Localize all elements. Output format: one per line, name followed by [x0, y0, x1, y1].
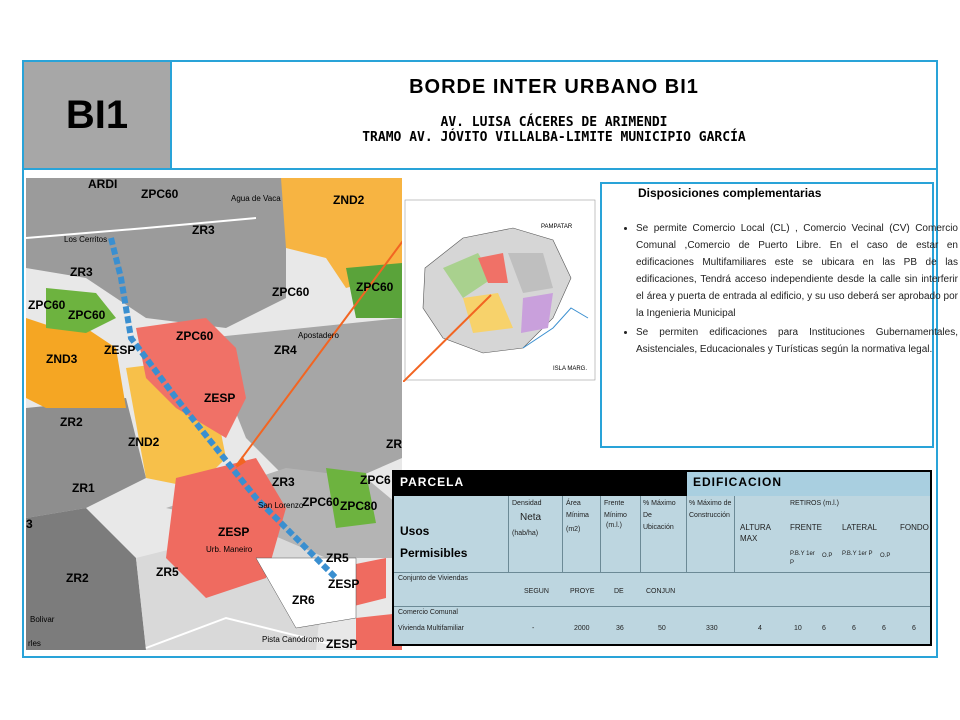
- label-zesp-e: ZESP: [326, 637, 358, 650]
- header-pct-construccion: % Máximo de Construcción: [689, 500, 732, 519]
- label-zr-edge: ZR: [386, 437, 402, 451]
- label-zesp-c: ZESP: [218, 525, 250, 539]
- cell-frente-op-value: 6: [822, 625, 826, 632]
- regulations-table: [392, 470, 932, 646]
- header-pct-ubicacion: % Máximo De Ubicación: [643, 500, 676, 531]
- label-znd3: ZND3: [46, 352, 78, 366]
- disposicion-item: • Se permiten edificaciones para Instituciones Gubernamentales, Asistenciales, Educacionales y Turísticas según la normativa legal.: [636, 324, 958, 358]
- header-frente: FRENTE: [790, 523, 822, 532]
- cell-altura-value: 4: [758, 625, 762, 632]
- label-pista-canodromo: Pista Canódromo: [262, 635, 324, 644]
- table-divider: [508, 496, 509, 572]
- header-densidad: Densidad: [512, 500, 542, 507]
- label-bolivar: Bolivar: [30, 615, 55, 624]
- label-zr5-a: ZR5: [326, 551, 349, 565]
- header-altura-max: ALTURA MAX: [740, 523, 771, 543]
- cell-lateral-pby-value: 6: [852, 625, 856, 632]
- label-zpc60-e: ZPC60: [68, 308, 106, 322]
- cell-fondo-value: 6: [912, 625, 916, 632]
- cell-area-value: 2000: [574, 625, 590, 632]
- cell-conjun: CONJUN: [646, 588, 676, 595]
- zone-code-box: [24, 62, 172, 168]
- inset-label-pampatar: PAMPATAR: [541, 224, 573, 230]
- disposicion-item: • Se permite Comercio Local (CL) , Comercio Vecinal (CV) Comercio Comunal ,Comercio de Puerto Libre. En el caso de estar en edificaciones Multifamiliares este se ubicara en las PB de las edificaciones, Tendrá acceso independiente desde la calle sin interferir el área y puerta de entrada al edificio, y su uso deberá ser aprobado por la Ingenieria Municipal: [636, 220, 958, 322]
- cell-segun: SEGUN: [524, 588, 549, 595]
- label-zr3-b: ZR3: [70, 265, 93, 279]
- header-usos-permisibles: Usos Permisibles: [400, 524, 468, 560]
- label-3: 3: [26, 517, 33, 531]
- label-zpc60-g: ZPC60: [302, 495, 340, 509]
- header-m2: (m2): [566, 526, 581, 533]
- label-zpc80: ZPC80: [340, 499, 378, 513]
- cell-de: DE: [614, 588, 624, 595]
- inset-label-isla: ISLA MARG.: [553, 366, 588, 372]
- label-zr1: ZR1: [72, 481, 95, 495]
- disposiciones-list: [610, 220, 958, 360]
- label-zr2-b: ZR2: [66, 571, 89, 585]
- disposiciones-title: Disposiciones complementarias: [638, 186, 822, 200]
- zone-code: BI1: [65, 92, 129, 137]
- table-row-divider: [394, 572, 930, 573]
- cell-proye: PROYE: [570, 588, 595, 595]
- header-neta: Neta: [520, 512, 542, 523]
- label-san-lorenzo: San Lorenzo: [258, 501, 304, 510]
- cell-densidad-value: -: [532, 625, 535, 632]
- label-zr5-b: ZR5: [156, 565, 179, 579]
- header-frente-minimo: Frente Mínimo: [604, 500, 627, 519]
- locator-inset-map: [403, 198, 597, 382]
- label-zr3-a: ZR3: [192, 223, 215, 237]
- page-title: BORDE INTER URBANO BI1: [409, 76, 699, 98]
- cell-ubicacion-value: 50: [658, 625, 666, 632]
- label-zesp-a: ZESP: [104, 343, 136, 357]
- row-conjunto-viviendas: Conjunto de Viviendas: [398, 575, 468, 582]
- label-agua-de-vaca: Agua de Vaca: [231, 194, 281, 203]
- header-ml: (m.l.): [606, 522, 622, 529]
- zoning-map: [26, 178, 402, 650]
- label-zr4: ZR4: [274, 343, 297, 357]
- label-apostadero: Apostadero: [298, 331, 339, 340]
- header-pby-lateral: P.B.Y 1er P: [842, 551, 873, 557]
- disposiciones-panel: [600, 182, 958, 448]
- header-op-frente: O.P: [822, 553, 833, 559]
- table-divider: [562, 496, 563, 572]
- label-znd2-b: ZND2: [128, 435, 160, 449]
- label-zr3-c: ZR3: [272, 475, 295, 489]
- label-urb-maneiro: Urb. Maneiro: [206, 545, 253, 554]
- header-area-minima: Área Mínima: [566, 500, 589, 519]
- label-zr2-a: ZR2: [60, 415, 83, 429]
- row-comercio-comunal: Comercio Comunal: [398, 609, 458, 616]
- cell-frente-pby-value: 10: [794, 625, 802, 632]
- label-zesp-d: ZESP: [328, 577, 360, 591]
- header-pby-frente: P.B.Y 1er P: [790, 551, 815, 566]
- label-zesp-b: ZESP: [204, 391, 236, 405]
- row-vivienda-multifamiliar: Vivienda Multifamiliar: [398, 625, 465, 632]
- header-habha: (hab/ha): [512, 530, 539, 537]
- label-zpc60-b: ZPC60: [272, 285, 310, 299]
- table-divider: [734, 496, 735, 572]
- table-divider: [640, 496, 641, 572]
- cell-frente-value: 36: [616, 625, 624, 632]
- label-zpc60-d: ZPC60: [28, 298, 66, 312]
- label-zpc60-f: ZPC60: [176, 329, 214, 343]
- table-divider: [600, 496, 601, 572]
- header-retiros: RETIROS (m.l.): [790, 500, 839, 507]
- subtitle-tramo: TRAMO AV. JÓVITO VILLALBA-LIMITE MUNICIPIO GARCÍA: [362, 130, 746, 145]
- header-fondo: FONDO: [900, 523, 929, 532]
- subtitle-avenue: AV. LUISA CÁCERES DE ARIMENDI: [440, 115, 668, 130]
- label-zpc6: ZPC6: [360, 473, 391, 487]
- label-ardi: ARDI: [88, 178, 118, 191]
- label-los-cerritos: Los Cerritos: [64, 235, 108, 244]
- header-op-lateral: O.P: [880, 553, 891, 559]
- table-divider: [686, 496, 687, 572]
- table-header-edificacion: EDIFICACION: [686, 472, 930, 496]
- label-rles: rles: [28, 639, 41, 648]
- cell-lateral-op-value: 6: [882, 625, 886, 632]
- label-znd2-a: ZND2: [333, 193, 365, 207]
- table-row-divider: [394, 606, 930, 607]
- label-zpc60-a: ZPC60: [141, 187, 179, 201]
- cell-construccion-value: 330: [706, 625, 718, 632]
- table-header-parcela: PARCELA: [394, 472, 686, 496]
- label-zpc60-c: ZPC60: [356, 280, 394, 294]
- header-lateral: LATERAL: [842, 523, 877, 532]
- header-divider: [24, 168, 936, 170]
- label-zr6: ZR6: [292, 593, 315, 607]
